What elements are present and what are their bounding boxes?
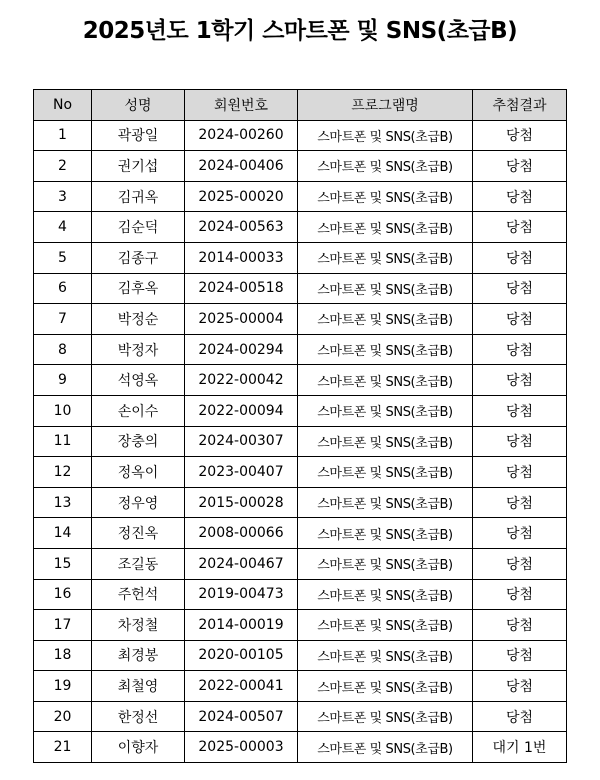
cell-no: 21 [34, 732, 92, 763]
cell-result: 당첨 [473, 579, 567, 610]
cell-program: 스마트폰 및 SNS(초급B) [298, 212, 473, 243]
cell-member-id: 2024-00406 [185, 151, 298, 182]
cell-program: 스마트폰 및 SNS(초급B) [298, 365, 473, 396]
table-row [34, 548, 567, 579]
cell-program: 스마트폰 및 SNS(초급B) [298, 579, 473, 610]
table-row [34, 395, 567, 426]
cell-name: 정진옥 [92, 518, 185, 549]
cell-name: 최경봉 [92, 640, 185, 671]
cell-name: 곽광일 [92, 120, 185, 151]
cell-result: 당첨 [473, 181, 567, 212]
cell-name: 김순덕 [92, 212, 185, 243]
cell-name: 장충의 [92, 426, 185, 457]
cell-result: 당첨 [473, 334, 567, 365]
table-row [34, 610, 567, 641]
table-row [34, 212, 567, 243]
header-name: 성명 [92, 90, 185, 121]
cell-member-id: 2023-00407 [185, 457, 298, 488]
cell-member-id: 2024-00260 [185, 120, 298, 151]
table-row [34, 579, 567, 610]
cell-result: 당첨 [473, 242, 567, 273]
cell-member-id: 2014-00033 [185, 242, 298, 273]
cell-program: 스마트폰 및 SNS(초급B) [298, 151, 473, 182]
cell-member-id: 2015-00028 [185, 487, 298, 518]
cell-result: 당첨 [473, 701, 567, 732]
cell-result: 당첨 [473, 212, 567, 243]
table-row [34, 242, 567, 273]
cell-program: 스마트폰 및 SNS(초급B) [298, 426, 473, 457]
table-row [34, 151, 567, 182]
cell-program: 스마트폰 및 SNS(초급B) [298, 181, 473, 212]
table-row [34, 120, 567, 151]
cell-result: 대기 1번 [473, 732, 567, 763]
cell-name: 조길동 [92, 548, 185, 579]
cell-no: 10 [34, 395, 92, 426]
table-row [34, 732, 567, 763]
cell-no: 15 [34, 548, 92, 579]
cell-program: 스마트폰 및 SNS(초급B) [298, 334, 473, 365]
cell-no: 11 [34, 426, 92, 457]
cell-name: 정옥이 [92, 457, 185, 488]
cell-program: 스마트폰 및 SNS(초급B) [298, 610, 473, 641]
cell-member-id: 2022-00041 [185, 671, 298, 702]
cell-result: 당첨 [473, 151, 567, 182]
table-row [34, 181, 567, 212]
cell-member-id: 2024-00307 [185, 426, 298, 457]
table-row [34, 487, 567, 518]
cell-result: 당첨 [473, 640, 567, 671]
header-result: 추첨결과 [473, 90, 567, 121]
cell-program: 스마트폰 및 SNS(초급B) [298, 518, 473, 549]
cell-program: 스마트폰 및 SNS(초급B) [298, 242, 473, 273]
cell-name: 손이수 [92, 395, 185, 426]
cell-result: 당첨 [473, 487, 567, 518]
cell-program: 스마트폰 및 SNS(초급B) [298, 732, 473, 763]
cell-name: 김후옥 [92, 273, 185, 304]
cell-name: 정우영 [92, 487, 185, 518]
cell-member-id: 2014-00019 [185, 610, 298, 641]
cell-program: 스마트폰 및 SNS(초급B) [298, 548, 473, 579]
cell-result: 당첨 [473, 518, 567, 549]
cell-no: 3 [34, 181, 92, 212]
cell-no: 9 [34, 365, 92, 396]
table-row [34, 334, 567, 365]
table-row [34, 457, 567, 488]
cell-member-id: 2025-00004 [185, 304, 298, 335]
cell-name: 주헌석 [92, 579, 185, 610]
cell-program: 스마트폰 및 SNS(초급B) [298, 395, 473, 426]
cell-program: 스마트폰 및 SNS(초급B) [298, 487, 473, 518]
table-body [34, 120, 567, 762]
cell-result: 당첨 [473, 395, 567, 426]
table-header-row [34, 90, 567, 121]
cell-name: 석영옥 [92, 365, 185, 396]
header-no: No [34, 90, 92, 121]
cell-no: 18 [34, 640, 92, 671]
table-row [34, 365, 567, 396]
table-row [34, 701, 567, 732]
cell-program: 스마트폰 및 SNS(초급B) [298, 640, 473, 671]
cell-result: 당첨 [473, 610, 567, 641]
table-row [34, 426, 567, 457]
cell-no: 7 [34, 304, 92, 335]
cell-member-id: 2022-00094 [185, 395, 298, 426]
cell-member-id: 2025-00003 [185, 732, 298, 763]
cell-no: 12 [34, 457, 92, 488]
cell-name: 권기섭 [92, 151, 185, 182]
table-row [34, 640, 567, 671]
cell-member-id: 2020-00105 [185, 640, 298, 671]
cell-no: 4 [34, 212, 92, 243]
cell-name: 차정철 [92, 610, 185, 641]
cell-result: 당첨 [473, 304, 567, 335]
cell-name: 한정선 [92, 701, 185, 732]
cell-program: 스마트폰 및 SNS(초급B) [298, 701, 473, 732]
cell-program: 스마트폰 및 SNS(초급B) [298, 273, 473, 304]
cell-name: 이향자 [92, 732, 185, 763]
cell-no: 2 [34, 151, 92, 182]
cell-member-id: 2019-00473 [185, 579, 298, 610]
header-member-id: 회원번호 [185, 90, 298, 121]
cell-no: 20 [34, 701, 92, 732]
cell-program: 스마트폰 및 SNS(초급B) [298, 457, 473, 488]
cell-program: 스마트폰 및 SNS(초급B) [298, 120, 473, 151]
cell-result: 당첨 [473, 548, 567, 579]
cell-result: 당첨 [473, 457, 567, 488]
cell-no: 1 [34, 120, 92, 151]
cell-member-id: 2022-00042 [185, 365, 298, 396]
cell-result: 당첨 [473, 120, 567, 151]
cell-name: 최철영 [92, 671, 185, 702]
header-program: 프로그램명 [298, 90, 473, 121]
cell-no: 14 [34, 518, 92, 549]
cell-name: 박정순 [92, 304, 185, 335]
cell-name: 박정자 [92, 334, 185, 365]
cell-member-id: 2025-00020 [185, 181, 298, 212]
cell-result: 당첨 [473, 671, 567, 702]
cell-no: 19 [34, 671, 92, 702]
cell-name: 김귀옥 [92, 181, 185, 212]
cell-no: 17 [34, 610, 92, 641]
cell-no: 8 [34, 334, 92, 365]
cell-no: 13 [34, 487, 92, 518]
cell-member-id: 2024-00467 [185, 548, 298, 579]
cell-member-id: 2024-00563 [185, 212, 298, 243]
table-row [34, 518, 567, 549]
table-row [34, 671, 567, 702]
page-title: 2025년도 1학기 스마트폰 및 SNS(초급B) [82, 18, 518, 44]
cell-member-id: 2024-00294 [185, 334, 298, 365]
cell-no: 16 [34, 579, 92, 610]
cell-program: 스마트폰 및 SNS(초급B) [298, 671, 473, 702]
cell-member-id: 2024-00507 [185, 701, 298, 732]
cell-result: 당첨 [473, 426, 567, 457]
cell-member-id: 2024-00518 [185, 273, 298, 304]
cell-member-id: 2008-00066 [185, 518, 298, 549]
cell-program: 스마트폰 및 SNS(초급B) [298, 304, 473, 335]
lottery-result-table [33, 89, 567, 763]
cell-name: 김종구 [92, 242, 185, 273]
table-row [34, 304, 567, 335]
cell-no: 5 [34, 242, 92, 273]
table-row [34, 273, 567, 304]
cell-no: 6 [34, 273, 92, 304]
cell-result: 당첨 [473, 273, 567, 304]
cell-result: 당첨 [473, 365, 567, 396]
